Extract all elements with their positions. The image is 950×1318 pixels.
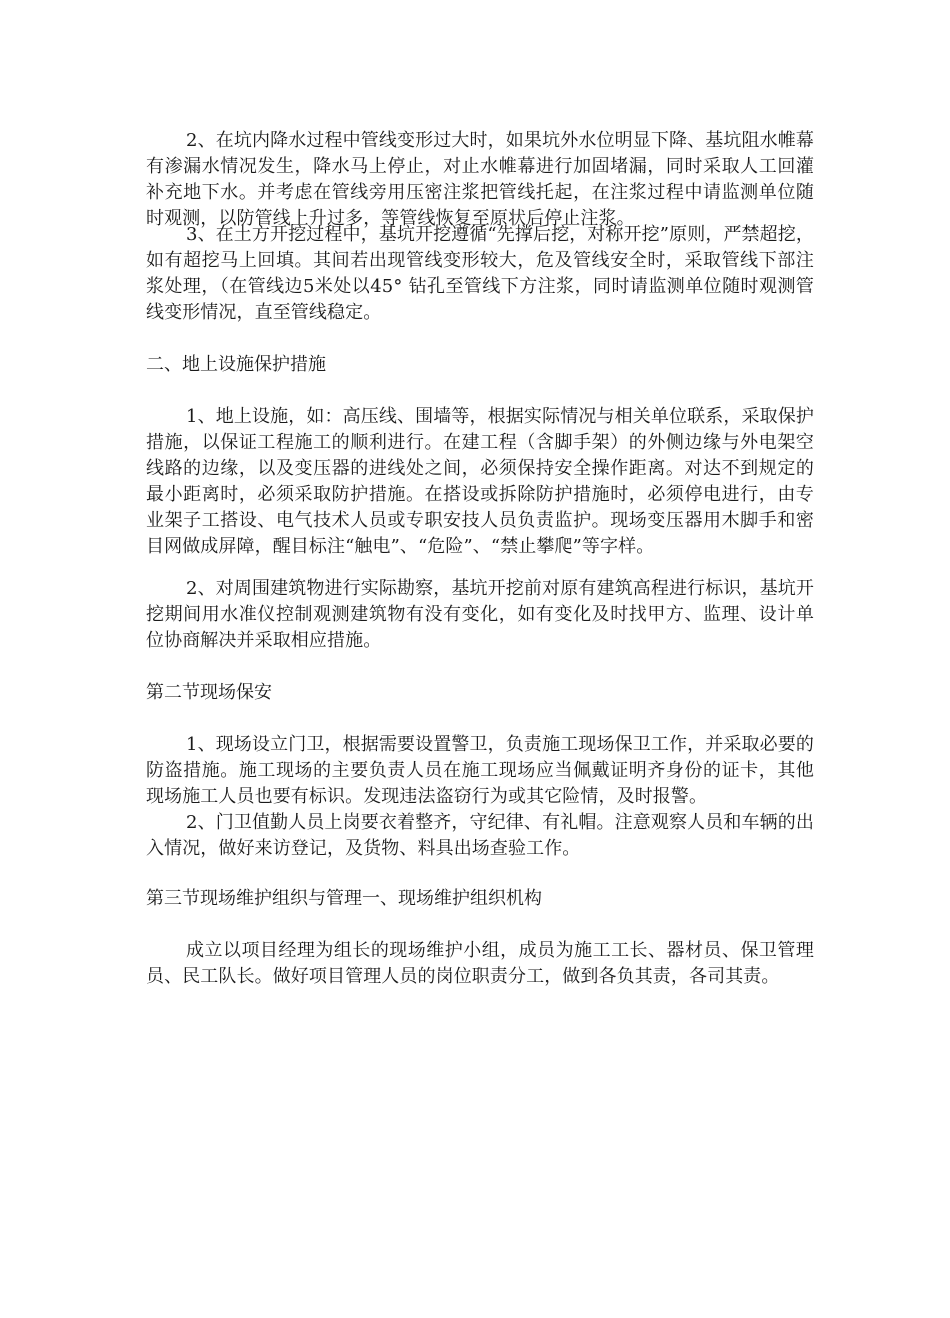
paragraph-guard-duty: 2、门卫值勤人员上岗要衣着整齐，守纪律、有礼帽。注意观察人员和车辆的出入情况，做好来访登记，及货物、料具出场查验工作。 xyxy=(146,812,814,859)
section-heading-above-ground: 二、地上设施保护措施 xyxy=(146,354,326,375)
paragraph-above-ground-facilities: 1、地上设施，如：高压线、围墙等，根据实际情况与相关单位联系，采取保护措施，以保证工程施工的顺利进行。在建工程（含脚手架）的外侧边缘与外电架空线路的边缘，以及变压器的进线处之间，必须保持安全操作距离。对达不到规定的最小距离时，必须采取防护措施。在搭设或拆除防护措施时，必须停电进行，由专业架子工搭设、电气技术人员或专职安技人员负责监护。现场变压器用木脚手和密目网做成屏障，醒目标注“触电”、“危险”、“禁止攀爬”等字样。 xyxy=(146,406,814,557)
paragraph-gate-guard: 1、现场设立门卫，根据需要设置警卫，负责施工现场保卫工作，并采取必要的防盗措施。施工现场的主要负责人员在施工现场应当佩戴证明齐身份的证卡，其他现场施工人员也要有标识。发现违法盗窃行为或其它险情，及时报警。 xyxy=(146,734,814,807)
paragraph-pipeline-dewatering: 2、在坑内降水过程中管线变形过大时，如果坑外水位明显下降、基坑阻水帷幕有渗漏水情况发生，降水马上停止，对止水帷幕进行加固堵漏，同时采取人工回灌补充地下水。并考虑在管线旁用压密注浆把管线托起，在注浆过程中请监测单位随时观测，以防管线上升过多，等管线恢复至原状后停止注浆。 xyxy=(146,130,814,229)
paragraph-excavation: 3、在土方开挖过程中，基坑开挖遵循“先撑后挖，对称开挖”原则，严禁超挖，如有超挖马上回填。其间若出现管线变形较大，危及管线安全时，采取管线下部注浆处理，（在管线边5米处以45° 钻孔至管线下方注浆，同时请监测单位随时观测管线变形情况，直至管线稳定。 xyxy=(146,224,814,323)
paragraph-building-survey: 2、对周围建筑物进行实际勘察，基坑开挖前对原有建筑高程进行标识，基坑开挖期间用水准仪控制观测建筑物有没有变化，如有变化及时找甲方、监理、设计单位协商解决并采取相应措施。 xyxy=(146,578,814,651)
section-heading-site-security: 第二节现场保安 xyxy=(146,682,272,703)
section-heading-site-maintenance: 第三节现场维护组织与管理一、现场维护组织机构 xyxy=(146,888,542,909)
paragraph-maintenance-team: 成立以项目经理为组长的现场维护小组，成员为施工工长、器材员、保卫管理员、民工队长。做好项目管理人员的岗位职责分工，做到各负其责，各司其责。 xyxy=(146,940,814,987)
